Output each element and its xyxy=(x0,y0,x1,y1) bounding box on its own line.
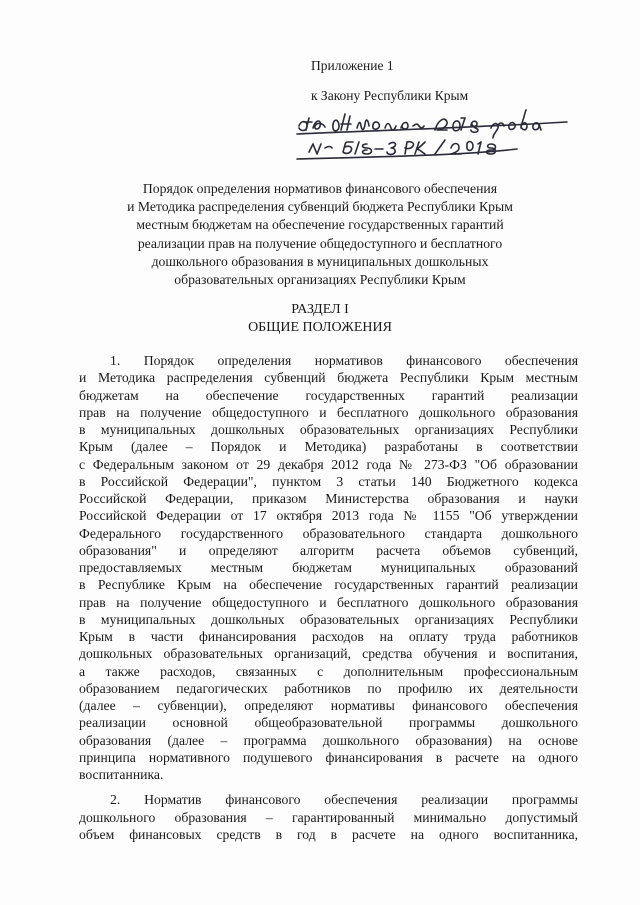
text-line: Российской Федерации, приказом Министерства образования и науки xyxy=(79,491,578,506)
text-line: объем финансовых средств в год в расчете на одного воспитанника, xyxy=(79,826,578,842)
text-line: 2. Норматив финансового обеспечения реализации программы xyxy=(110,792,578,808)
title-line: и Методика распределения субвенций бюджета Республики Крым xyxy=(127,199,513,215)
text-line: в муниципальных дошкольных образовательных организациях Республики xyxy=(79,611,578,627)
text-line: образования" и определяют алгоритм расчета объемов субвенций, xyxy=(79,542,578,558)
text-line: Крым в части финансирования расходов на оплату труда работников xyxy=(79,629,578,644)
paragraph-2 xyxy=(79,791,578,843)
text-line: образования (далее – программа дошкольного образования) на основе xyxy=(79,732,578,748)
title-line: дошкольного образования в муниципальных дошкольных xyxy=(151,253,489,269)
text-line: с Федеральным законом от 29 декабря 2012 года № 273-ФЗ "Об образовании xyxy=(79,456,578,472)
title-line: реализации прав на получение общедоступного и бесплатного xyxy=(137,235,503,251)
text-line: (далее – субвенции), определяют нормативы финансового обеспечения xyxy=(79,698,578,713)
text-line: предоставляемых местным бюджетам муниципальных образований xyxy=(79,560,578,575)
section-number: РАЗДЕЛ I xyxy=(291,302,349,317)
text-line: Российской Федерации от 17 октября 2013 года № 1155 "Об утверждении xyxy=(79,508,578,524)
title-line: образовательных организациях Республики Крым xyxy=(174,272,466,288)
title-line: местным бюджетам на обеспечение государственных гарантий xyxy=(136,217,504,233)
title-line: Порядок определения нормативов финансового обеспечения xyxy=(142,181,498,196)
text-line: воспитанника. xyxy=(79,767,164,782)
text-line: бюджетам на обеспечение государственных гарантий реализации xyxy=(79,387,578,403)
document-title xyxy=(70,180,570,289)
paragraph-1 xyxy=(79,352,578,783)
body-text xyxy=(79,352,578,843)
text-line: образованием педагогических работников по профилю их деятельности xyxy=(79,680,578,696)
text-line: прав на получение общедоступного и бесплатного дошкольного образования xyxy=(79,404,578,420)
text-line: 1. Порядок определения нормативов финансового обеспечения xyxy=(110,353,578,368)
text-line: а также расходов, связанных с дополнительным профессиональным xyxy=(79,663,578,679)
text-line: дошкольного образования – гарантированный минимально допустимый xyxy=(79,809,578,825)
text-line: и Методика распределения субвенций бюджета Республики Крым местным xyxy=(79,370,578,386)
text-line: в муниципальных дошкольных образовательных организациях Республики xyxy=(79,422,578,437)
text-line: Крым (далее – Порядок и Методика) разработаны в соответствии xyxy=(79,439,578,455)
text-line: в Российской Федерации", пунктом 3 статьи 140 Бюджетного кодекса xyxy=(79,473,578,489)
text-line: принципа нормативного подушевого финансирования в расчете на одного xyxy=(79,749,578,765)
text-line: реализации основной общеобразовательной программы дошкольного xyxy=(79,715,578,731)
handwritten-date-and-number xyxy=(295,104,585,166)
appendix-label: Приложение 1 xyxy=(311,58,394,73)
appendix-law-reference: к Закону Республики Крым xyxy=(311,88,469,103)
text-line: в Республике Крым на обеспечение государственных гарантий реализации xyxy=(79,577,578,593)
text-line: Федерального государственного образовательного стандарта дошкольного xyxy=(79,525,578,541)
section-name: ОБЩИЕ ПОЛОЖЕНИЯ xyxy=(248,320,392,335)
text-line: дошкольных образовательных организаций, средства обучения и воспитания, xyxy=(79,646,578,662)
text-line: прав на получение общедоступного и бесплатного дошкольного образования xyxy=(79,594,578,610)
